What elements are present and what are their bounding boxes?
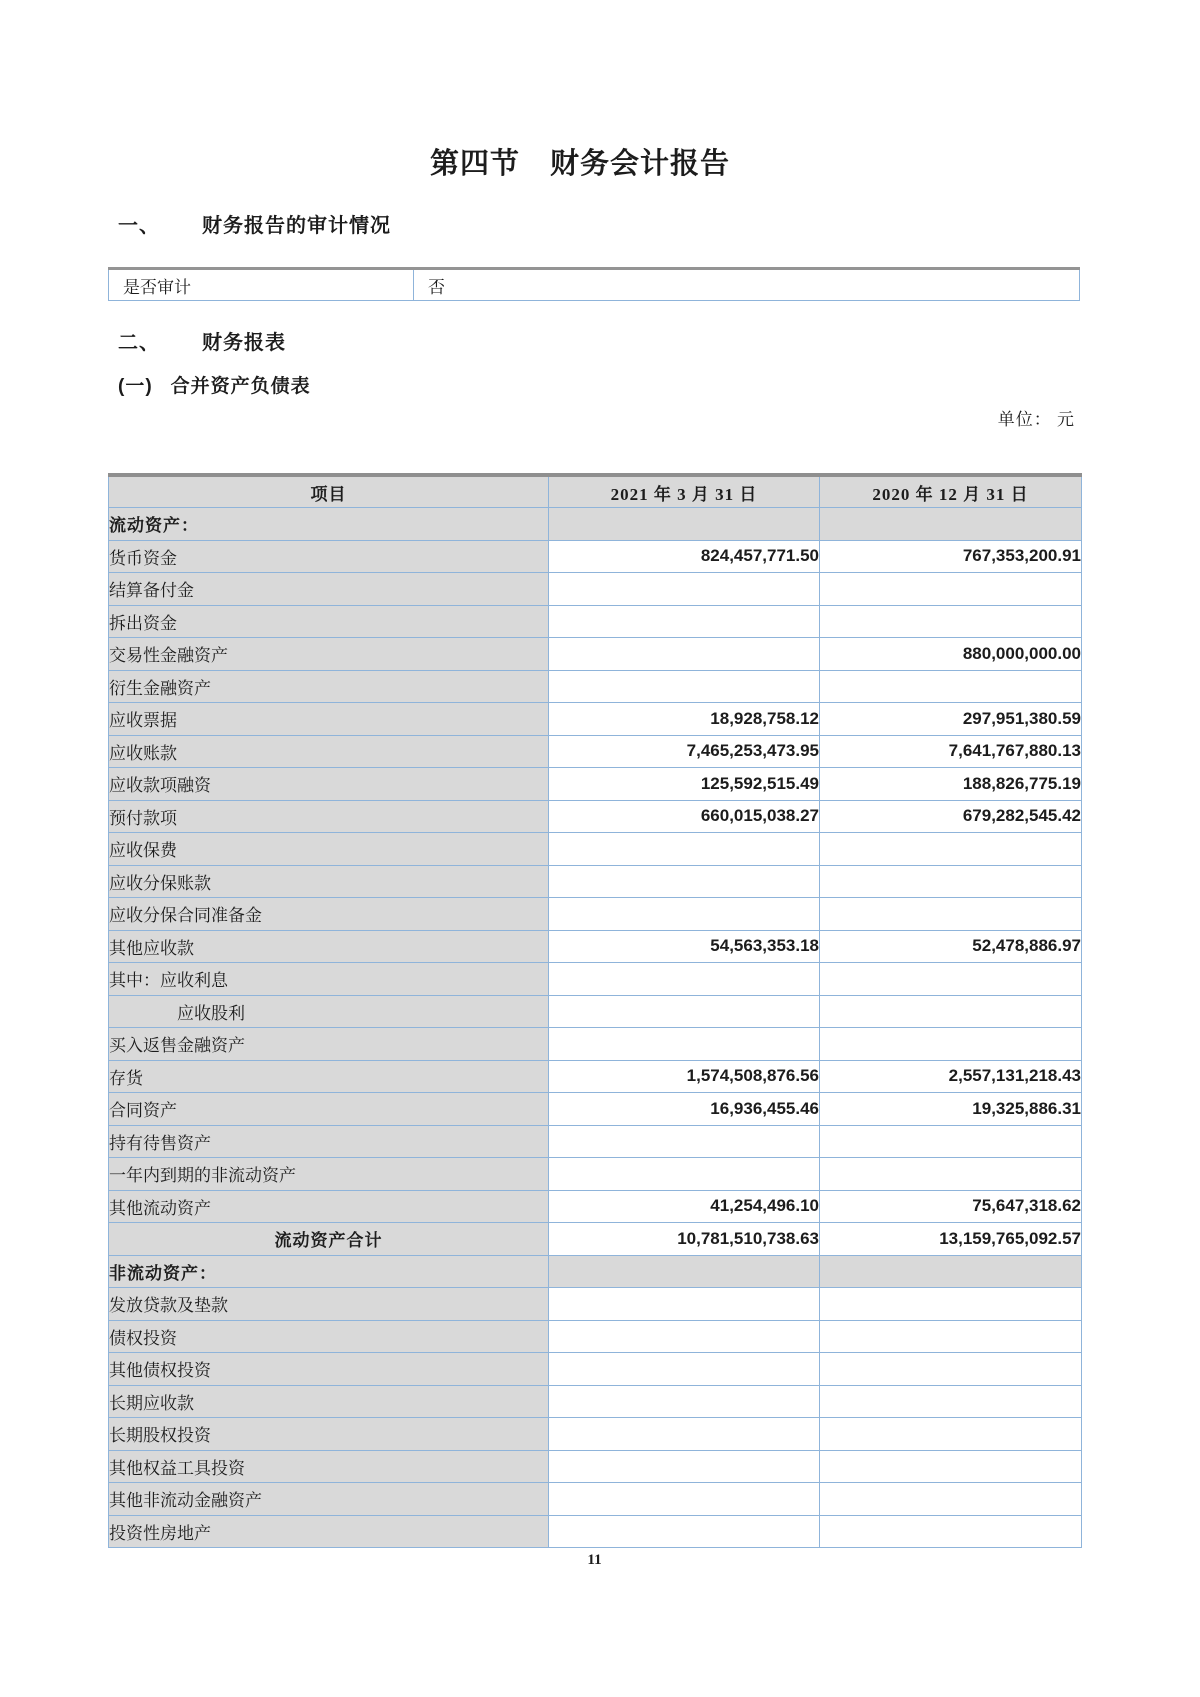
table-row	[109, 508, 1082, 541]
value-2020-cell	[820, 1418, 1082, 1451]
value-2020-cell	[820, 1320, 1082, 1353]
table-row	[109, 703, 1082, 736]
table-row	[109, 768, 1082, 801]
table-row	[109, 800, 1082, 833]
value-2020-cell	[820, 865, 1082, 898]
section-heading-statements	[118, 326, 286, 355]
value-2020-cell	[820, 1385, 1082, 1418]
header-item-cell: 项目	[109, 475, 549, 508]
value-2021-cell	[549, 1028, 820, 1061]
item-label-cell: 应收账款	[109, 735, 549, 768]
subsection-number: (一)	[118, 376, 153, 397]
header-date-2020-cell: 2020 年 12 月 31 日	[820, 475, 1082, 508]
item-label-cell: 其他权益工具投资	[109, 1450, 549, 1483]
table-row	[109, 1223, 1082, 1256]
table-row	[109, 1255, 1082, 1288]
table-row	[109, 833, 1082, 866]
table-row	[109, 735, 1082, 768]
subsection-heading-balance-sheet	[118, 371, 311, 398]
table-row	[109, 898, 1082, 931]
item-label-cell: 非流动资产：	[109, 1255, 549, 1288]
section-title: 财务报告的审计情况	[202, 215, 391, 237]
item-label-cell: 其中：应收利息	[109, 963, 549, 996]
value-2021-cell: 41,254,496.10	[549, 1190, 820, 1223]
value-2021-cell	[549, 605, 820, 638]
table-row	[109, 995, 1082, 1028]
value-2021-cell	[549, 1450, 820, 1483]
value-2020-cell: 880,000,000.00	[820, 638, 1082, 671]
value-2020-cell: 2,557,131,218.43	[820, 1060, 1082, 1093]
value-2020-cell	[820, 898, 1082, 931]
table-row	[109, 930, 1082, 963]
value-2021-cell	[549, 1125, 820, 1158]
table-header-row	[109, 475, 1082, 508]
value-2021-cell: 7,465,253,473.95	[549, 735, 820, 768]
value-2020-cell: 19,325,886.31	[820, 1093, 1082, 1126]
value-2020-cell: 52,478,886.97	[820, 930, 1082, 963]
item-label-cell: 买入返售金融资产	[109, 1028, 549, 1061]
item-label-cell: 发放贷款及垫款	[109, 1288, 549, 1321]
value-2021-cell	[549, 833, 820, 866]
table-row	[109, 1483, 1082, 1516]
value-2020-cell: 188,826,775.19	[820, 768, 1082, 801]
item-label-cell: 流动资产：	[109, 508, 549, 541]
value-2021-cell	[549, 1288, 820, 1321]
item-label-cell: 一年内到期的非流动资产	[109, 1158, 549, 1191]
value-2021-cell	[549, 1353, 820, 1386]
table-row	[109, 1158, 1082, 1191]
value-2020-cell: 13,159,765,092.57	[820, 1223, 1082, 1256]
item-label-cell: 流动资产合计	[109, 1223, 549, 1256]
value-2021-cell	[549, 995, 820, 1028]
currency-unit-label: 单位： 元	[997, 410, 1075, 429]
value-2020-cell	[820, 1450, 1082, 1483]
value-2021-cell	[549, 963, 820, 996]
value-2020-cell	[820, 1125, 1082, 1158]
value-2020-cell: 75,647,318.62	[820, 1190, 1082, 1223]
table-row	[109, 1125, 1082, 1158]
table-row	[109, 865, 1082, 898]
table-row	[109, 1450, 1082, 1483]
table-row	[109, 540, 1082, 573]
value-2020-cell	[820, 1353, 1082, 1386]
table-row	[109, 670, 1082, 703]
item-label-cell: 拆出资金	[109, 605, 549, 638]
value-2020-cell	[820, 1158, 1082, 1191]
table-row	[109, 605, 1082, 638]
item-label-cell: 预付款项	[109, 800, 549, 833]
item-label-cell: 债权投资	[109, 1320, 549, 1353]
item-label-cell: 应收保费	[109, 833, 549, 866]
value-2020-cell	[820, 1288, 1082, 1321]
value-2020-cell	[820, 1255, 1082, 1288]
item-label-cell: 投资性房地产	[109, 1515, 549, 1548]
value-2021-cell: 16,936,455.46	[549, 1093, 820, 1126]
value-2020-cell	[820, 1515, 1082, 1548]
value-2021-cell: 54,563,353.18	[549, 930, 820, 963]
page-title-section-number: 第四节	[429, 148, 520, 180]
table-row	[109, 573, 1082, 606]
table-row	[109, 269, 1080, 301]
item-label-cell: 合同资产	[109, 1093, 549, 1126]
balance-sheet-table	[108, 473, 1082, 1548]
table-row	[109, 1060, 1082, 1093]
value-2021-cell: 10,781,510,738.63	[549, 1223, 820, 1256]
page-title	[0, 141, 1160, 182]
value-2021-cell	[549, 1483, 820, 1516]
table-row	[109, 1093, 1082, 1126]
table-row	[109, 1028, 1082, 1061]
value-2021-cell	[549, 508, 820, 541]
value-2020-cell	[820, 605, 1082, 638]
table-row	[109, 1353, 1082, 1386]
audit-answer-cell: 否	[414, 269, 1080, 301]
item-label-cell: 长期股权投资	[109, 1418, 549, 1451]
value-2021-cell	[549, 865, 820, 898]
page-number: 11	[587, 1552, 602, 1568]
table-row	[109, 1418, 1082, 1451]
value-2020-cell	[820, 963, 1082, 996]
value-2020-cell: 297,951,380.59	[820, 703, 1082, 736]
value-2021-cell	[549, 898, 820, 931]
value-2021-cell	[549, 670, 820, 703]
audit-question-cell: 是否审计	[109, 269, 414, 301]
header-date-2021-cell: 2021 年 3 月 31 日	[549, 475, 820, 508]
item-label-cell: 应收股利	[109, 995, 549, 1028]
item-label-cell: 应收票据	[109, 703, 549, 736]
value-2020-cell	[820, 833, 1082, 866]
table-row	[109, 963, 1082, 996]
value-2021-cell	[549, 1320, 820, 1353]
item-label-cell: 应收分保账款	[109, 865, 549, 898]
value-2020-cell	[820, 1028, 1082, 1061]
table-row	[109, 1190, 1082, 1223]
value-2021-cell	[549, 1158, 820, 1191]
value-2020-cell	[820, 670, 1082, 703]
item-label-cell: 其他应收款	[109, 930, 549, 963]
value-2020-cell	[820, 573, 1082, 606]
value-2021-cell	[549, 1515, 820, 1548]
value-2020-cell: 7,641,767,880.13	[820, 735, 1082, 768]
value-2020-cell	[820, 1483, 1082, 1516]
item-label-cell: 长期应收款	[109, 1385, 549, 1418]
value-2020-cell	[820, 995, 1082, 1028]
value-2020-cell: 679,282,545.42	[820, 800, 1082, 833]
value-2021-cell: 1,574,508,876.56	[549, 1060, 820, 1093]
table-row	[109, 638, 1082, 671]
subsection-title: 合并资产负债表	[170, 376, 311, 397]
value-2021-cell: 824,457,771.50	[549, 540, 820, 573]
value-2021-cell	[549, 1385, 820, 1418]
value-2020-cell: 767,353,200.91	[820, 540, 1082, 573]
section-number: 一、	[118, 215, 160, 237]
table-row	[109, 1385, 1082, 1418]
value-2021-cell: 125,592,515.49	[549, 768, 820, 801]
audit-status-table	[108, 267, 1080, 301]
table-row	[109, 1515, 1082, 1548]
item-label-cell: 存货	[109, 1060, 549, 1093]
value-2021-cell	[549, 1255, 820, 1288]
section-title: 财务报表	[202, 332, 286, 354]
value-2021-cell	[549, 573, 820, 606]
item-label-cell: 其他非流动金融资产	[109, 1483, 549, 1516]
value-2020-cell	[820, 508, 1082, 541]
value-2021-cell	[549, 638, 820, 671]
page-title-text: 财务会计报告	[550, 148, 731, 180]
item-label-cell: 交易性金融资产	[109, 638, 549, 671]
item-label-cell: 其他流动资产	[109, 1190, 549, 1223]
value-2021-cell: 660,015,038.27	[549, 800, 820, 833]
item-label-cell: 其他债权投资	[109, 1353, 549, 1386]
section-heading-audit	[118, 209, 391, 238]
item-label-cell: 应收分保合同准备金	[109, 898, 549, 931]
table-row	[109, 1288, 1082, 1321]
value-2021-cell	[549, 1418, 820, 1451]
section-number: 二、	[118, 332, 160, 354]
item-label-cell: 应收款项融资	[109, 768, 549, 801]
item-label-cell: 货币资金	[109, 540, 549, 573]
table-row	[109, 1320, 1082, 1353]
item-label-cell: 持有待售资产	[109, 1125, 549, 1158]
item-label-cell: 衍生金融资产	[109, 670, 549, 703]
value-2021-cell: 18,928,758.12	[549, 703, 820, 736]
item-label-cell: 结算备付金	[109, 573, 549, 606]
